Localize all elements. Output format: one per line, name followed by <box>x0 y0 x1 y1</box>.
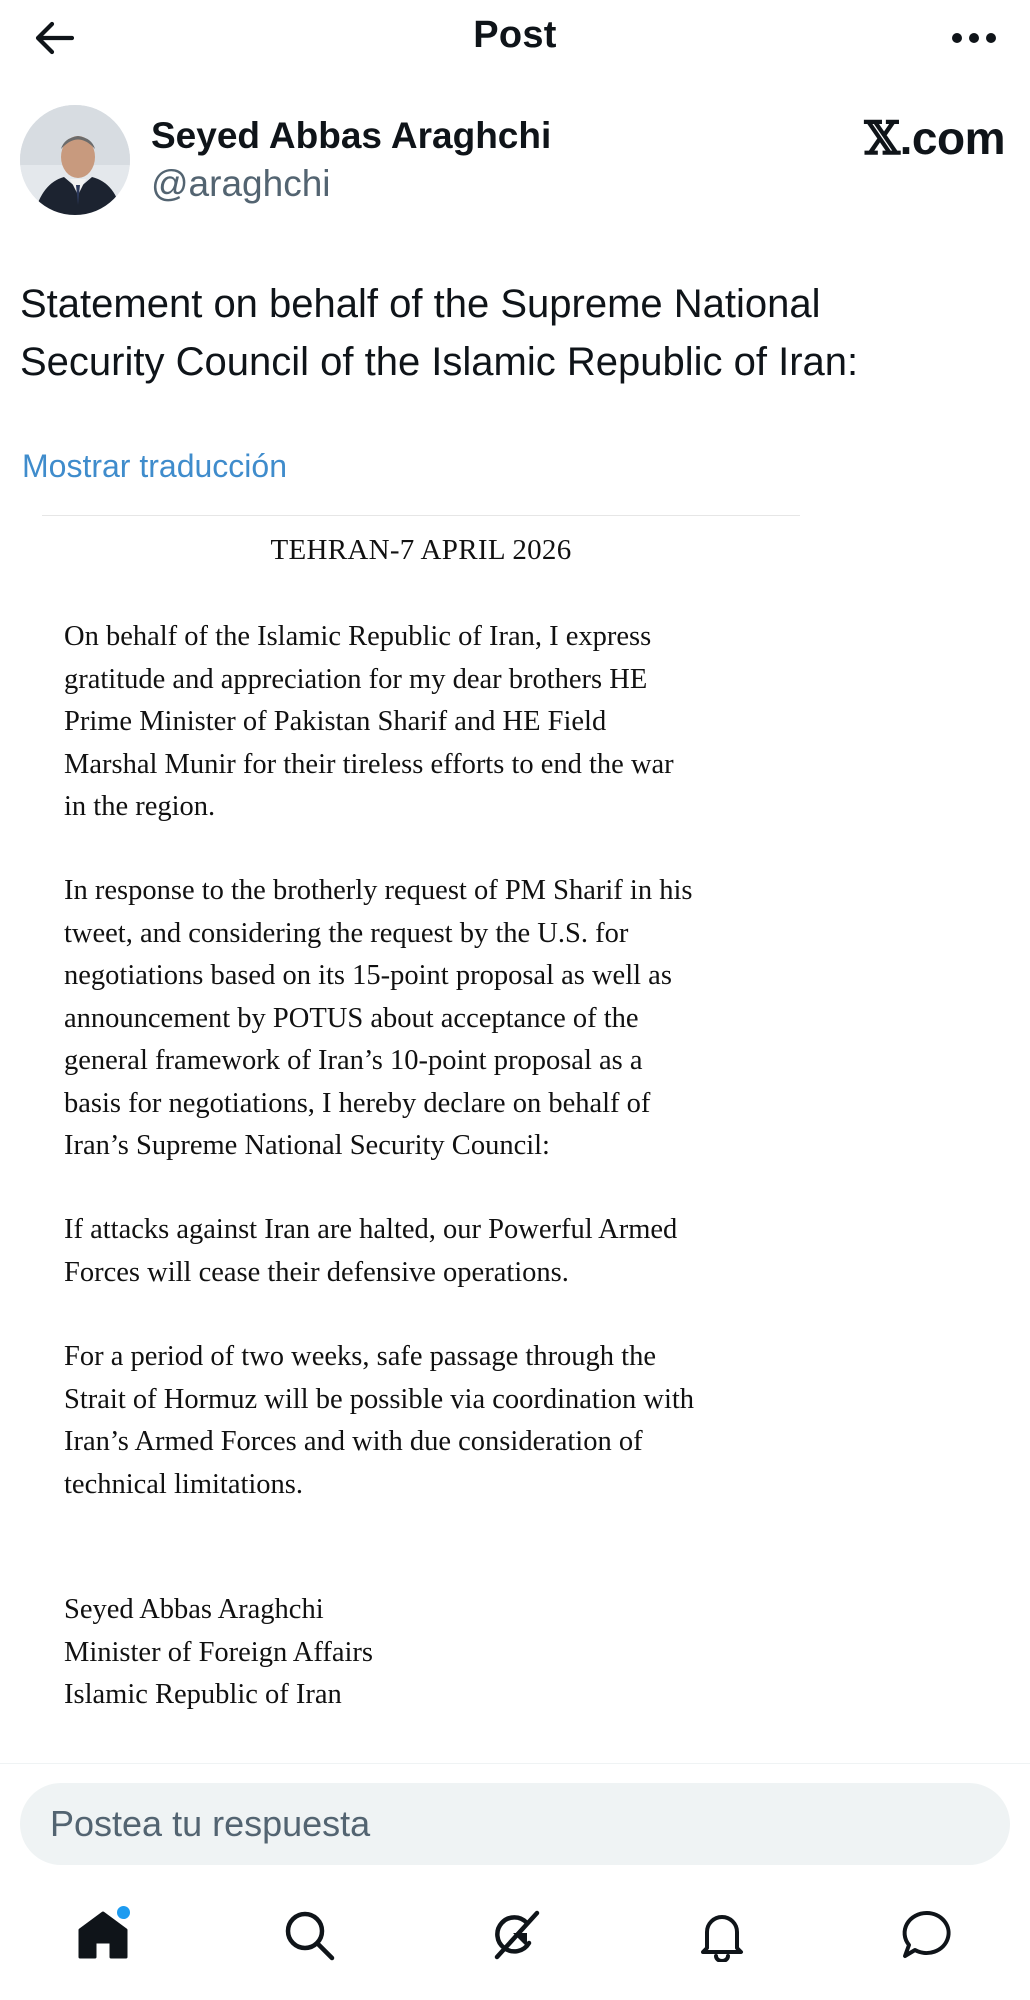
bottom-navigation <box>0 1880 1030 2000</box>
statement-date: TEHRAN-7 APRIL 2026 <box>270 534 572 566</box>
statement-line: Marshal Munir for their tireless efforts to end the war <box>64 748 674 780</box>
post-author <box>20 105 1010 215</box>
statement-line: negotiations based on its 15-point proposal as well as <box>64 960 672 991</box>
statement-line: Prime Minister of Pakistan Sharif and HE Field <box>64 706 607 737</box>
statement-line: In response to the brotherly request of PM Sharif in his <box>64 875 693 906</box>
x-logo-glyph: 𝕏 <box>864 111 900 165</box>
more-horizontal-icon <box>951 31 997 49</box>
statement-paragraph <box>64 616 804 829</box>
statement-line: gratitude and appreciation for my dear brothers HE <box>64 663 648 695</box>
search-icon <box>282 1908 336 1967</box>
statement-paragraph <box>64 1209 804 1294</box>
statement-line: Iran’s Armed Forces and with due consideration of <box>64 1426 643 1457</box>
statement-line: general framework of Iran’s 10-point proposal as a <box>64 1045 643 1076</box>
post-text <box>20 275 980 391</box>
reply-placeholder: Postea tu respuesta <box>50 1803 371 1844</box>
chat-bubble-icon <box>899 1907 955 1968</box>
statement-line: tweet, and considering the request by the U.S. for <box>64 917 629 949</box>
statement-paragraph <box>64 1336 804 1506</box>
site-label-suffix: .com <box>899 112 1005 164</box>
avatar[interactable] <box>20 105 130 215</box>
page-title: Post <box>473 14 557 56</box>
statement-line: in the region. <box>64 791 216 822</box>
nav-search[interactable] <box>274 1902 344 1972</box>
signature-line: Seyed Abbas Araghchi <box>64 1594 324 1625</box>
statement-line: For a period of two weeks, safe passage through the <box>64 1341 657 1372</box>
divider <box>0 1763 1030 1764</box>
post-text-line: Statement on behalf of the Supreme National <box>20 282 821 326</box>
reply-input[interactable] <box>20 1783 1010 1865</box>
more-options-button[interactable] <box>948 16 1000 64</box>
nav-home[interactable] <box>68 1902 138 1972</box>
author-handle[interactable]: @araghchi <box>151 163 331 204</box>
statement-line: On behalf of the Islamic Republic of Iran, I express <box>64 621 652 652</box>
post-text-line: Security Council of the Islamic Republic of Iran: <box>20 340 859 384</box>
statement-line: technical limitations. <box>64 1468 304 1500</box>
statement-line: Iran’s Supreme National Security Council: <box>64 1130 550 1161</box>
show-translation-link[interactable]: Mostrar traducción <box>22 448 287 484</box>
statement-image[interactable] <box>42 515 800 1721</box>
site-label <box>864 111 1005 165</box>
nav-messages[interactable] <box>892 1902 962 1972</box>
statement-line: Strait of Hormuz will be possible via coordination with <box>64 1383 695 1415</box>
statement-line: basis for negotiations, I hereby declare on behalf of <box>64 1087 651 1119</box>
statement-line: announcement by POTUS about acceptance of the <box>64 1002 639 1034</box>
statement-line: Forces will cease their defensive operations. <box>64 1256 569 1288</box>
top-bar <box>0 0 1030 80</box>
statement-line: If attacks against Iran are halted, our Powerful Armed <box>64 1214 678 1245</box>
nav-grok[interactable] <box>480 1902 550 1972</box>
statement-paragraph <box>64 870 804 1168</box>
statement-signature <box>64 1589 804 1717</box>
unread-badge <box>115 1904 132 1921</box>
signature-line: Islamic Republic of Iran <box>64 1679 342 1710</box>
author-name[interactable]: Seyed Abbas Araghchi <box>151 115 552 156</box>
bell-icon <box>695 1908 749 1967</box>
grok-icon <box>487 1907 543 1968</box>
nav-notifications[interactable] <box>687 1902 757 1972</box>
signature-line: Minister of Foreign Affairs <box>64 1636 373 1668</box>
